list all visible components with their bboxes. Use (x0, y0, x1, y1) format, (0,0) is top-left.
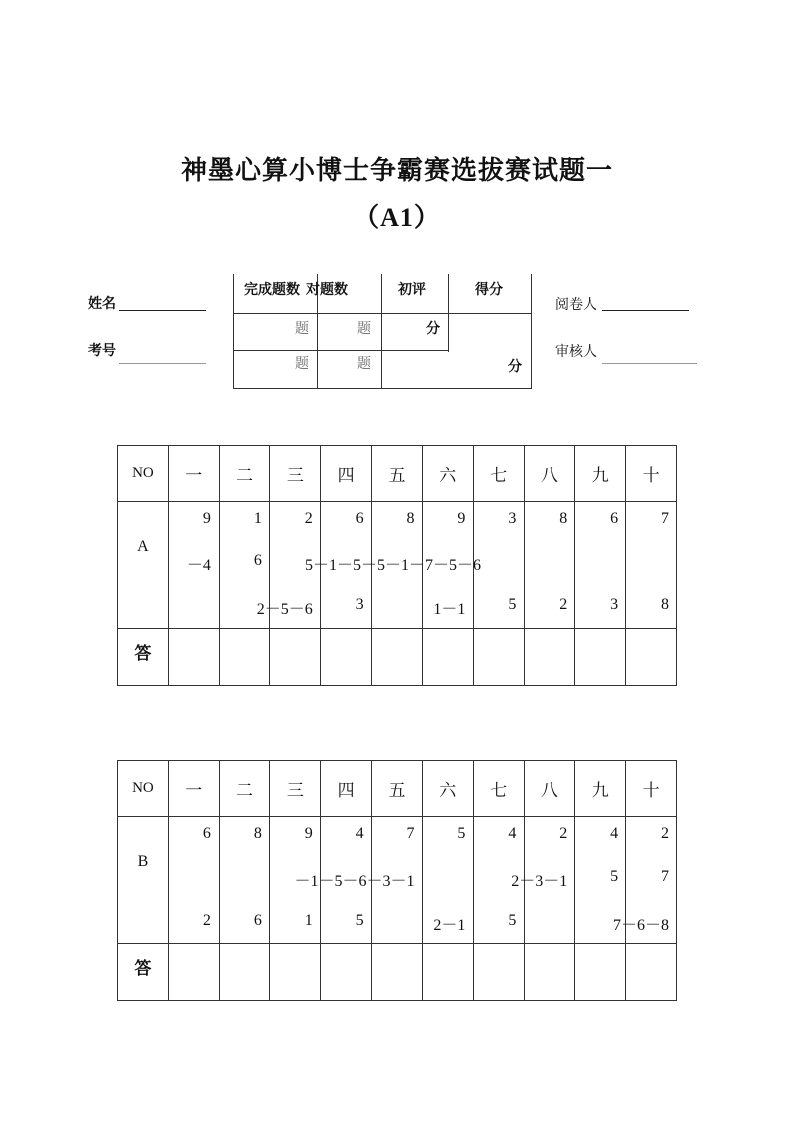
question-number: 7－6－8 (612, 917, 669, 934)
question-number: 5 (457, 825, 466, 842)
answer-cell[interactable] (270, 944, 321, 1001)
column-header: 四 (321, 446, 372, 502)
fen-unit: 分 (426, 321, 440, 337)
question-number: 6 (253, 552, 262, 569)
question-number: 7 (661, 510, 669, 527)
answer-cell[interactable] (575, 629, 626, 686)
question-number: 1 (253, 510, 262, 527)
answer-cell[interactable] (473, 629, 524, 686)
answer-cell[interactable] (473, 944, 524, 1001)
answer-cell[interactable] (626, 944, 677, 1001)
exam-no-field[interactable] (119, 363, 206, 364)
question-number: 1－1 (433, 601, 466, 618)
column-header: 二 (219, 446, 270, 502)
ti-unit: 题 (295, 356, 309, 372)
column-header: 六 (422, 446, 473, 502)
column-header: 二 (219, 761, 270, 817)
ti-unit: 题 (357, 356, 371, 372)
answer-cell[interactable] (422, 629, 473, 686)
column-header: 五 (372, 761, 423, 817)
answer-cell[interactable] (524, 944, 575, 1001)
score-label: 得分 (475, 282, 503, 298)
reviewer-field[interactable] (602, 310, 689, 311)
answer-cell[interactable] (524, 629, 575, 686)
answer-cell[interactable] (168, 629, 219, 686)
column-header: 九 (575, 761, 626, 817)
answer-cell[interactable] (321, 944, 372, 1001)
question-number: －1－5－6－3－1 (294, 873, 415, 890)
question-number: 3 (610, 596, 619, 613)
column-header: 十 (626, 761, 677, 817)
reviewer-label: 阅卷人 (555, 297, 597, 313)
answer-label: 答 (118, 629, 169, 686)
name-field[interactable] (119, 310, 206, 311)
question-number: 9 (304, 825, 313, 842)
checker-field[interactable] (602, 363, 697, 364)
question-number: 2 (559, 596, 568, 613)
question-number: 7 (406, 825, 415, 842)
question-number: 2－5－6 (256, 601, 313, 618)
completed-label: 完成题数 (244, 282, 300, 298)
ti-unit: 题 (357, 321, 371, 337)
question-number: 6 (355, 510, 364, 527)
answer-cell[interactable] (575, 944, 626, 1001)
question-line: 5－1－5－5－1－7－5－6 (305, 557, 482, 574)
name-label: 姓名 (88, 296, 116, 312)
no-header: NO (118, 446, 169, 502)
exam-no-label: 考号 (88, 343, 116, 359)
column-header: 五 (372, 446, 423, 502)
answer-label: 答 (118, 944, 169, 1001)
column-header: 四 (321, 761, 372, 817)
question-number: 2 (559, 825, 568, 842)
question-number: 7 (661, 868, 669, 885)
question-number: 8 (406, 510, 415, 527)
ti-unit: 题 (295, 321, 309, 337)
question-number: 8 (661, 596, 669, 613)
question-number: 2－1 (433, 917, 466, 934)
question-number: －4 (186, 557, 211, 574)
question-number: 2 (202, 912, 211, 929)
question-number: 6 (253, 912, 262, 929)
question-number: 5 (610, 868, 619, 885)
correct-label: 对题数 (306, 282, 348, 298)
question-number: 5 (355, 912, 364, 929)
question-number: 9 (202, 510, 211, 527)
question-number: 2－3－1 (511, 873, 568, 890)
page-subtitle: （A1） (353, 203, 441, 232)
answer-cell[interactable] (626, 629, 677, 686)
row-label-b: B (118, 817, 169, 944)
column-header: 六 (422, 761, 473, 817)
question-number: 2 (304, 510, 313, 527)
initial-label: 初评 (398, 282, 426, 298)
question-number: 9 (457, 510, 466, 527)
question-number: 5 (508, 912, 517, 929)
answer-cell[interactable] (168, 944, 219, 1001)
question-number: 8 (253, 825, 262, 842)
question-number: 5 (508, 596, 517, 613)
answer-cell[interactable] (372, 629, 423, 686)
row-label-a: A (118, 502, 169, 629)
question-number: 4 (355, 825, 364, 842)
question-number: 3 (355, 596, 364, 613)
column-header: 一 (168, 446, 219, 502)
question-number: 4 (610, 825, 619, 842)
column-header: 三 (270, 761, 321, 817)
column-header: 七 (473, 761, 524, 817)
page-title: 神墨心算小博士争霸赛选拔赛试题一 (180, 156, 613, 186)
column-header: 七 (473, 446, 524, 502)
answer-cell[interactable] (372, 944, 423, 1001)
checker-label: 审核人 (555, 344, 597, 360)
question-number: 6 (610, 510, 619, 527)
question-number: 1 (304, 912, 313, 929)
column-header: 一 (168, 761, 219, 817)
answer-cell[interactable] (422, 944, 473, 1001)
column-header: 八 (524, 761, 575, 817)
column-header: 九 (575, 446, 626, 502)
answer-cell[interactable] (321, 629, 372, 686)
question-number: 3 (508, 510, 517, 527)
question-number: 6 (202, 825, 211, 842)
column-header: 三 (270, 446, 321, 502)
column-header: 八 (524, 446, 575, 502)
column-header: 十 (626, 446, 677, 502)
no-header: NO (118, 761, 169, 817)
answer-cell[interactable] (270, 629, 321, 686)
fen-unit: 分 (508, 359, 522, 375)
answer-cell[interactable] (219, 629, 270, 686)
question-number: 2 (661, 825, 669, 842)
answer-cell[interactable] (219, 944, 270, 1001)
question-number: 4 (508, 825, 517, 842)
question-number: 8 (559, 510, 568, 527)
